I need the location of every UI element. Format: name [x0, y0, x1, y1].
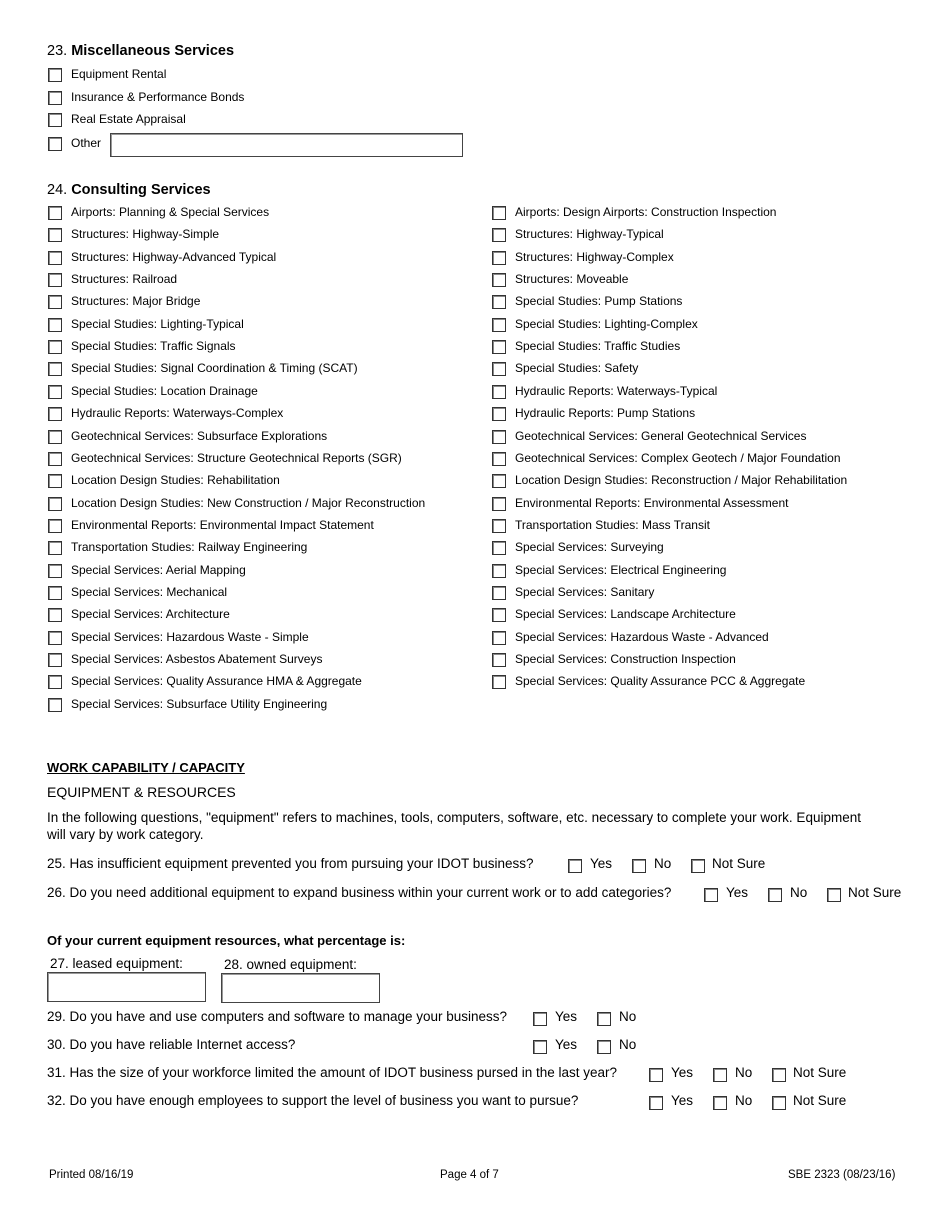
- q29-no-checkbox[interactable]: [597, 1012, 611, 1026]
- consulting-service-item-checkbox[interactable]: [492, 228, 506, 242]
- consulting-service-item-label: Structures: Highway-Advanced Typical: [71, 250, 277, 264]
- consulting-service-item-checkbox[interactable]: [48, 385, 62, 399]
- capacity-subheading: EQUIPMENT & RESOURCES: [47, 784, 236, 800]
- q30-yes-label: Yes: [555, 1037, 578, 1052]
- misc-service-item-checkbox[interactable]: [48, 113, 62, 127]
- consulting-service-item-label: Special Services: Quality Assurance HMA & Aggregate: [71, 674, 362, 688]
- consulting-service-item-checkbox[interactable]: [492, 519, 506, 533]
- capacity-intro-line2: will vary by work category.: [47, 827, 204, 842]
- consulting-service-item-checkbox[interactable]: [48, 228, 62, 242]
- question-28: 28. owned equipment:: [224, 957, 357, 972]
- consulting-service-item-checkbox[interactable]: [492, 362, 506, 376]
- consulting-service-item-checkbox[interactable]: [492, 430, 506, 444]
- consulting-service-item-checkbox[interactable]: [492, 608, 506, 622]
- consulting-service-item-checkbox[interactable]: [492, 318, 506, 332]
- misc-other-label: Other: [71, 136, 102, 150]
- consulting-service-item-checkbox[interactable]: [492, 340, 506, 354]
- consulting-service-item-label: Special Services: Subsurface Utility Engineering: [71, 697, 328, 711]
- consulting-service-item-checkbox[interactable]: [48, 295, 62, 309]
- consulting-service-item-checkbox[interactable]: [48, 273, 62, 287]
- capacity-heading: WORK CAPABILITY / CAPACITY: [47, 760, 245, 775]
- consulting-service-item-label: Structures: Major Bridge: [71, 294, 201, 308]
- consulting-service-item-checkbox[interactable]: [48, 564, 62, 578]
- footer-printed-date: Printed 08/16/19: [49, 1169, 134, 1181]
- q32-not-sure-label: Not Sure: [793, 1093, 847, 1108]
- q31-no-checkbox[interactable]: [713, 1068, 727, 1082]
- footer-form-id: SBE 2323 (08/23/16): [788, 1169, 896, 1181]
- q26-yes-checkbox[interactable]: [704, 888, 718, 902]
- consulting-service-item-checkbox[interactable]: [48, 407, 62, 421]
- q26-not-sure-checkbox[interactable]: [827, 888, 841, 902]
- q31-yes-checkbox[interactable]: [649, 1068, 663, 1082]
- consulting-service-item-label: Special Studies: Signal Coordination & Timing (SCAT): [71, 361, 358, 375]
- consulting-service-item-checkbox[interactable]: [492, 206, 506, 220]
- q25-not-sure-label: Not Sure: [712, 856, 766, 871]
- consulting-service-item-checkbox[interactable]: [48, 474, 62, 488]
- q32-not-sure-checkbox[interactable]: [772, 1096, 786, 1110]
- footer-page-number: Page 4 of 7: [440, 1169, 499, 1181]
- consulting-service-item-label: Location Design Studies: Rehabilitation: [71, 473, 280, 487]
- consulting-service-item-label: Special Studies: Lighting-Typical: [71, 317, 244, 331]
- consulting-service-item-label: Geotechnical Services: General Geotechnical Services: [515, 429, 807, 443]
- consulting-service-item-label: Special Studies: Pump Stations: [515, 294, 683, 308]
- consulting-service-item-label: Special Services: Hazardous Waste - Simple: [71, 630, 309, 644]
- q31-not-sure-checkbox[interactable]: [772, 1068, 786, 1082]
- question-31: 31. Has the size of your workforce limited the amount of IDOT business pursed in the last year?: [47, 1065, 618, 1080]
- consulting-service-item-checkbox[interactable]: [48, 251, 62, 265]
- question-32: 32. Do you have enough employees to support the level of business you want to pursue?: [47, 1093, 579, 1108]
- misc-section-title: [47, 43, 234, 59]
- misc-service-item-label: Equipment Rental: [71, 67, 167, 81]
- consulting-service-item-checkbox[interactable]: [48, 318, 62, 332]
- consulting-service-item-label: Environmental Reports: Environmental Impact Statement: [71, 518, 374, 532]
- consulting-service-item-label: Structures: Highway-Simple: [71, 227, 220, 241]
- consulting-service-item-checkbox[interactable]: [48, 653, 62, 667]
- consulting-service-item-label: Structures: Moveable: [515, 272, 629, 286]
- consulting-service-item-label: Special Services: Electrical Engineering: [515, 563, 727, 577]
- consulting-service-item-label: Hydraulic Reports: Waterways-Typical: [515, 384, 718, 398]
- consulting-service-item-checkbox[interactable]: [48, 519, 62, 533]
- consulting-section-number: 24.: [47, 182, 68, 198]
- consulting-service-item-label: Special Services: Quality Assurance PCC & Aggregate: [515, 674, 806, 688]
- consulting-service-item-checkbox[interactable]: [492, 541, 506, 555]
- consulting-service-item-checkbox[interactable]: [48, 340, 62, 354]
- q32-no-checkbox[interactable]: [713, 1096, 727, 1110]
- consulting-service-item-checkbox[interactable]: [48, 541, 62, 555]
- consulting-service-item-checkbox[interactable]: [492, 586, 506, 600]
- consulting-service-item-checkbox[interactable]: [492, 474, 506, 488]
- misc-service-item-label: Insurance & Performance Bonds: [71, 90, 245, 104]
- consulting-service-item-checkbox[interactable]: [48, 631, 62, 645]
- consulting-service-item-checkbox[interactable]: [492, 273, 506, 287]
- q31-no-label: No: [735, 1065, 753, 1080]
- consulting-service-item-label: Hydraulic Reports: Pump Stations: [515, 406, 696, 420]
- consulting-service-item-label: Special Services: Aerial Mapping: [71, 563, 246, 577]
- consulting-service-item-checkbox[interactable]: [48, 675, 62, 689]
- consulting-service-item-label: Structures: Highway-Typical: [515, 227, 664, 241]
- q25-no-checkbox[interactable]: [632, 859, 646, 873]
- consulting-service-item-checkbox[interactable]: [492, 251, 506, 265]
- consulting-service-item-checkbox[interactable]: [492, 631, 506, 645]
- question-27: 27. leased equipment:: [50, 956, 183, 971]
- q25-yes-label: Yes: [590, 856, 613, 871]
- consulting-service-item-label: Airports: Planning & Special Services: [71, 205, 270, 219]
- q29-no-label: No: [619, 1009, 637, 1024]
- q30-yes-checkbox[interactable]: [533, 1040, 547, 1054]
- consulting-service-item-checkbox[interactable]: [492, 295, 506, 309]
- consulting-service-item-checkbox[interactable]: [48, 586, 62, 600]
- consulting-service-item-checkbox[interactable]: [48, 362, 62, 376]
- misc-section-heading: Miscellaneous Services: [71, 43, 235, 59]
- consulting-service-item-label: Special Studies: Location Drainage: [71, 384, 258, 398]
- misc-service-item-checkbox[interactable]: [48, 68, 62, 82]
- q25-not-sure-checkbox[interactable]: [691, 859, 705, 873]
- question-29: 29. Do you have and use computers and software to manage your business?: [47, 1009, 508, 1024]
- consulting-service-item-checkbox[interactable]: [492, 653, 506, 667]
- q26-no-checkbox[interactable]: [768, 888, 782, 902]
- consulting-service-item-label: Structures: Railroad: [71, 272, 178, 286]
- consulting-service-item-label: Transportation Studies: Railway Engineering: [71, 540, 308, 554]
- consulting-service-item-label: Hydraulic Reports: Waterways-Complex: [71, 406, 284, 420]
- consulting-service-item-checkbox[interactable]: [48, 698, 62, 712]
- consulting-service-item-label: Geotechnical Services: Complex Geotech / Major Foundation: [515, 451, 841, 465]
- leased-equipment-field[interactable]: [47, 972, 206, 1002]
- consulting-service-item-label: Special Services: Hazardous Waste - Advanced: [515, 630, 769, 644]
- q25-no-label: No: [654, 856, 672, 871]
- consulting-service-item-label: Special Services: Asbestos Abatement Surveys: [71, 652, 323, 666]
- consulting-service-item-checkbox[interactable]: [492, 564, 506, 578]
- consulting-section-heading: Consulting Services: [71, 182, 211, 198]
- consulting-service-item-label: Special Services: Landscape Architecture: [515, 607, 736, 621]
- q26-no-label: No: [790, 885, 808, 900]
- consulting-service-item-label: Special Services: Surveying: [515, 540, 664, 554]
- consulting-service-item-label: Special Studies: Traffic Studies: [515, 339, 681, 353]
- consulting-service-item-label: Location Design Studies: New Construction / Major Reconstruction: [71, 496, 426, 510]
- misc-service-item-label: Real Estate Appraisal: [71, 112, 186, 126]
- consulting-service-item-checkbox[interactable]: [492, 452, 506, 466]
- owned-equipment-field[interactable]: [221, 973, 380, 1003]
- consulting-service-item-checkbox[interactable]: [492, 497, 506, 511]
- q30-no-checkbox[interactable]: [597, 1040, 611, 1054]
- misc-section-number: 23.: [47, 43, 68, 59]
- consulting-service-item-checkbox[interactable]: [48, 430, 62, 444]
- consulting-service-item-checkbox[interactable]: [492, 385, 506, 399]
- consulting-service-item-checkbox[interactable]: [48, 206, 62, 220]
- q31-not-sure-label: Not Sure: [793, 1065, 847, 1080]
- q30-no-label: No: [619, 1037, 637, 1052]
- consulting-service-item-checkbox[interactable]: [48, 608, 62, 622]
- q31-yes-label: Yes: [671, 1065, 694, 1080]
- consulting-service-item-label: Structures: Highway-Complex: [515, 250, 674, 264]
- consulting-service-item-label: Special Services: Construction Inspection: [515, 652, 736, 666]
- consulting-service-item-label: Transportation Studies: Mass Transit: [515, 518, 710, 532]
- consulting-service-item-checkbox[interactable]: [492, 675, 506, 689]
- consulting-service-item-label: Geotechnical Services: Structure Geotechnical Reports (SGR): [71, 451, 402, 465]
- q26-not-sure-label: Not Sure: [848, 885, 902, 900]
- consulting-service-item-label: Special Services: Mechanical: [71, 585, 228, 599]
- q26-yes-label: Yes: [726, 885, 749, 900]
- consulting-service-item-label: Special Studies: Lighting-Complex: [515, 317, 698, 331]
- q29-yes-label: Yes: [555, 1009, 578, 1024]
- capacity-intro-line1: In the following questions, "equipment" refers to machines, tools, computers, software, etc. necessary to complete your work. Equipment: [47, 810, 861, 825]
- consulting-section-title: [47, 182, 211, 198]
- consulting-service-item-label: Special Services: Sanitary: [515, 585, 655, 599]
- consulting-service-item-label: Special Services: Architecture: [71, 607, 230, 621]
- consulting-service-item-label: Special Studies: Traffic Signals: [71, 339, 236, 353]
- q25-yes-checkbox[interactable]: [568, 859, 582, 873]
- consulting-service-item-label: Location Design Studies: Reconstruction / Major Rehabilitation: [515, 473, 848, 487]
- q32-yes-checkbox[interactable]: [649, 1096, 663, 1110]
- consulting-service-item-label: Geotechnical Services: Subsurface Explorations: [71, 429, 328, 443]
- consulting-service-item-label: Airports: Design Airports: Construction Inspection: [515, 205, 777, 219]
- q32-yes-label: Yes: [671, 1093, 694, 1108]
- misc-other-checkbox[interactable]: [48, 137, 62, 151]
- consulting-service-item-checkbox[interactable]: [48, 497, 62, 511]
- misc-other-field[interactable]: [110, 133, 463, 157]
- consulting-service-item-checkbox[interactable]: [492, 407, 506, 421]
- consulting-service-item-checkbox[interactable]: [48, 452, 62, 466]
- question-26: 26. Do you need additional equipment to expand business within your current work or to add categories?: [47, 885, 672, 900]
- misc-service-item-checkbox[interactable]: [48, 91, 62, 105]
- question-30: 30. Do you have reliable Internet access?: [47, 1037, 296, 1052]
- consulting-service-item-label: Environmental Reports: Environmental Assessment: [515, 496, 789, 510]
- percentage-heading: Of your current equipment resources, what percentage is:: [47, 933, 406, 948]
- q32-no-label: No: [735, 1093, 753, 1108]
- consulting-service-item-label: Special Studies: Safety: [515, 361, 639, 375]
- question-25: 25. Has insufficient equipment prevented you from pursuing your IDOT business?: [47, 856, 534, 871]
- q29-yes-checkbox[interactable]: [533, 1012, 547, 1026]
